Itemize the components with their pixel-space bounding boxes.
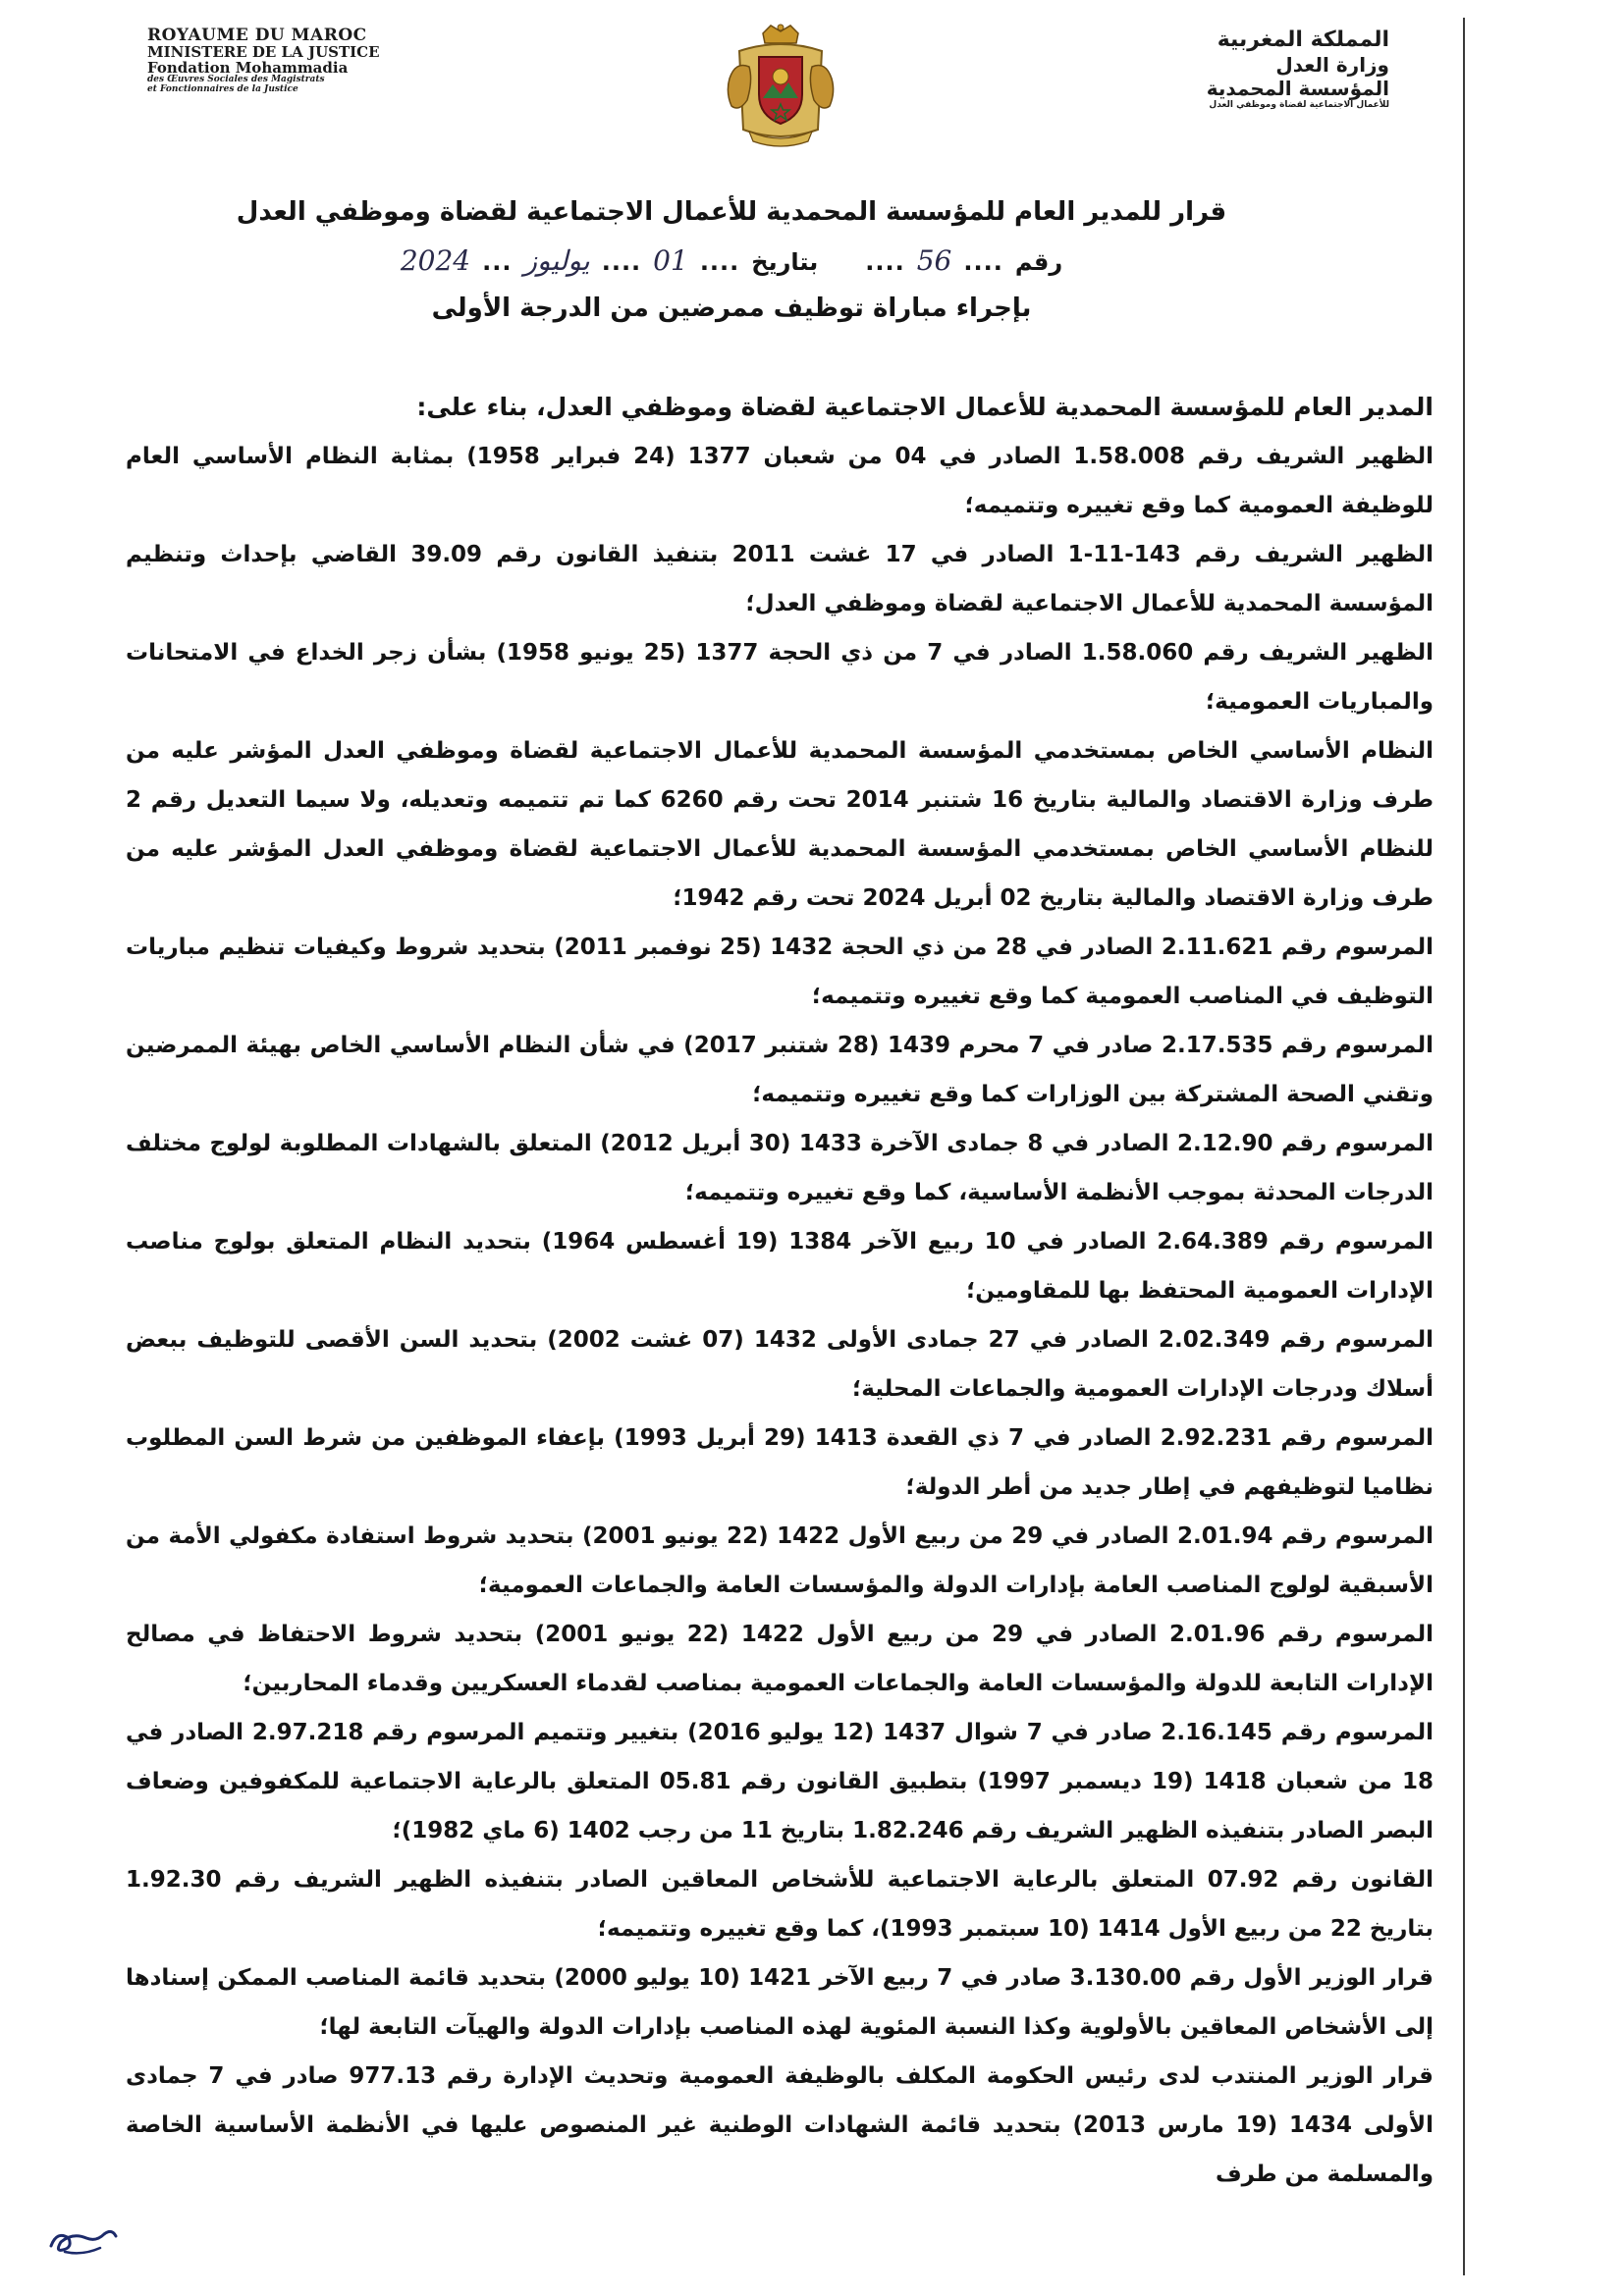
- legal-basis-clause: القانون رقم 07.92 المتعلق بالرعاية الاجتماعية للأشخاص المعاقين الصادر بتنفيذه الظهير الشريف رقم 1.92.30 بتاريخ 22 من ربيع الأول 1414 (10 سبتمبر 1993)، كما وقع تغييره وتتميمه؛: [126, 1867, 1434, 1942]
- decision-date-month: يوليوز: [523, 243, 590, 277]
- letterhead-ar-subtitle: للأعمال الاجتماعية لقضاة وموظفي العدل: [1209, 100, 1389, 111]
- margin-rule: [1463, 18, 1465, 2275]
- date-dots: ....: [699, 247, 740, 276]
- handwritten-initials-icon: [43, 2209, 122, 2268]
- letterhead-arabic: [1154, 27, 1389, 111]
- number-dots-2: ....: [865, 247, 905, 276]
- legal-basis-clause: المرسوم رقم 2.16.145 صادر في 7 شوال 1437 (12 يوليو 2016) بتغيير وتتميم المرسوم رقم 2.97.218 الصادر في 18 من شعبان 1418 (19 ديسمبر 1997) بتطبيق القانون رقم 05.81 المتعلق بالرعاية الاجتماعية للمكفوفين وضعاف البصر الصادر بتنفيذه الظهير الشريف رقم 1.82.246 بتاريخ 11 من رجب 1402 (6 ماي 1982)؛: [126, 1720, 1434, 1843]
- decision-title: قرار للمدير العام للمؤسسة المحمدية للأعمال الاجتماعية لقضاة وموظفي العدل: [236, 197, 1227, 227]
- royal-emblem-icon: [722, 22, 839, 149]
- legal-basis-clause: المرسوم رقم 2.02.349 الصادر في 27 جمادى الأولى 1432 (07 غشت 2002) بتحديد السن الأقصى للتوظيف ببعض أسلاك ودرجات الإدارات العمومية والجماعات المحلية؛: [126, 1327, 1434, 1402]
- legal-basis-clause: المرسوم رقم 2.64.389 الصادر في 10 ربيع الآخر 1384 (19 أغسطس 1964) بتحديد النظام المتعلق بولوج مناصب الإدارات العمومية المحتفظ بها للمقاومين؛: [126, 1229, 1434, 1304]
- legal-basis-clause: المرسوم رقم 2.01.96 الصادر في 29 من ربيع الأول 1422 (22 يونيو 2001) بتحديد شروط الاحتفاظ في مصالح الإدارات التابعة للدولة والمؤسسات العامة والجماعات العمومية بمناصب لقدماء العسكريين وقدماء المحاربين؛: [126, 1622, 1434, 1696]
- legal-basis-clause: المرسوم رقم 2.92.231 الصادر في 7 ذي القعدة 1413 (29 أبريل 1993) بإعفاء الموظفين من شرط السن المطلوب نظاميا لتوظيفهم في إطار جديد من أطر الدولة؛: [126, 1425, 1434, 1500]
- legal-basis-clause: المرسوم رقم 2.17.535 صادر في 7 محرم 1439 (28 شتنبر 2017) في شأن النظام الأساسي الخاص بهيئة الممرضين وتقني الصحة المشتركة بين الوزارات كما وقع تغييره وتتميمه؛: [126, 1033, 1434, 1107]
- decision-subject: بإجراء مباراة توظيف ممرضين من الدرجة الأولى: [431, 294, 1032, 324]
- decision-date-year: 2024: [400, 243, 471, 277]
- legal-basis-clause: قرار الوزير المنتدب لدى رئيس الحكومة المكلف بالوظيفة العمومية وتحديث الإدارة رقم 977.13 صادر في 7 جمادى الأولى 1434 (19 مارس 2013) بتحديد قائمة الشهادات الوطنية غير المنصوص عليها في الأنظمة الأساسية الخاصة والمسلمة من طرف: [126, 2063, 1434, 2187]
- decision-date-day: 01: [653, 243, 688, 277]
- legal-basis-clause: المرسوم رقم 2.12.90 الصادر في 8 جمادى الآخرة 1433 (30 أبريل 2012) المتعلق بالشهادات المطلوبة لولوج مختلف الدرجات المحدثة بموجب الأنظمة الأساسية، كما وقع تغييره وتتميمه؛: [126, 1131, 1434, 1205]
- date-dots-2: ....: [601, 247, 642, 276]
- date-dots-3: ...: [482, 247, 513, 276]
- letterhead-ar-foundation: المؤسسة المحمدية: [1206, 77, 1389, 101]
- letterhead-fr-foundation: Fondation Mohammadia: [147, 58, 349, 77]
- letterhead-fr-kingdom: ROYAUME DU MAROC: [147, 26, 367, 45]
- decision-title-block: [216, 196, 1247, 340]
- letterhead-ar-ministry: وزارة العدل: [1275, 53, 1389, 78]
- number-dots: ....: [963, 247, 1003, 276]
- decision-number-value: 56: [916, 243, 952, 277]
- legal-basis-clause: النظام الأساسي الخاص بمستخدمي المؤسسة المحمدية للأعمال الاجتماعية لقضاة وموظفي العدل المؤشر عليه من طرف وزارة الاقتصاد والمالية بتاريخ 16 شتنبر 2014 تحت رقم 6260 كما تم تتميمه وتعديله، ولا سيما التعديل رقم 2 للنظام الأساسي الخاص بمستخدمي المؤسسة المحمدية للأعمال الاجتماعية لقضاة وموظفي العدل المؤشر عليه من طرف وزارة الاقتصاد والمالية بتاريخ 02 أبريل 2024 تحت رقم 1942؛: [126, 738, 1434, 911]
- legal-basis-clause: الظهير الشريف رقم 1.58.060 الصادر في 7 من ذي الحجة 1377 (25 يونيو 1958) بشأن زجر الخداع في الامتحانات والمباريات العمومية؛: [126, 640, 1434, 715]
- legal-basis-clause: قرار الوزير الأول رقم 3.130.00 صادر في 7 ربيع الآخر 1421 (10 يوليو 2000) بتحديد قائمة المناصب الممكن إسنادها إلى الأشخاص المعاقين بالأولوية وكذا النسبة المئوية لهذه المناصب بإدارات الدولة والهيآت التابعة لها؛: [126, 1965, 1434, 2040]
- letterhead-french: [147, 27, 412, 94]
- letterhead-fr-ministry: MINISTERE DE LA JUSTICE: [147, 42, 380, 61]
- legal-basis-clause: الظهير الشريف رقم 143-11-1 الصادر في 17 غشت 2011 بتنفيذ القانون رقم 39.09 القاضي بإحداث وتنظيم المؤسسة المحمدية للأعمال الاجتماعية لقضاة وموظفي العدل؛: [126, 542, 1434, 616]
- legal-basis-clause: الظهير الشريف رقم 1.58.008 الصادر في 04 من شعبان 1377 (24 فبراير 1958) بمثابة النظام الأساسي العام للوظيفة العمومية كما وقع تغييره وتتميمه؛: [126, 444, 1434, 518]
- decision-number-label: رقم: [1014, 247, 1063, 276]
- letterhead-fr-subtitle-1: des Œuvres Sociales des Magistrats: [147, 75, 325, 85]
- decision-body: [126, 383, 1434, 2199]
- letterhead-fr-subtitle-2: et Fonctionnaires de la Justice: [147, 83, 298, 94]
- legal-basis-clause: المرسوم رقم 2.01.94 الصادر في 29 من ربيع الأول 1422 (22 يونيو 2001) بتحديد شروط استفادة مكفولي الأمة من الأسبقية لولوج المناصب العامة بإدارات الدولة والمؤسسات العامة والجماعات العمومية؛: [126, 1523, 1434, 1598]
- body-intro: المدير العام للمؤسسة المحمدية للأعمال الاجتماعية لقضاة وموظفي العدل، بناء على:: [416, 393, 1434, 421]
- legal-basis-clause: المرسوم رقم 2.11.621 الصادر في 28 من ذي الحجة 1432 (25 نوفمبر 2011) بتحديد شروط وكيفيات تنظيم مباريات التوظيف في المناصب العمومية كما وقع تغييره وتتميمه؛: [126, 934, 1434, 1009]
- decision-date-label: بتاريخ: [751, 247, 819, 276]
- letterhead-ar-kingdom: المملكة المغربية: [1217, 27, 1389, 52]
- decision-reference: [216, 243, 1247, 279]
